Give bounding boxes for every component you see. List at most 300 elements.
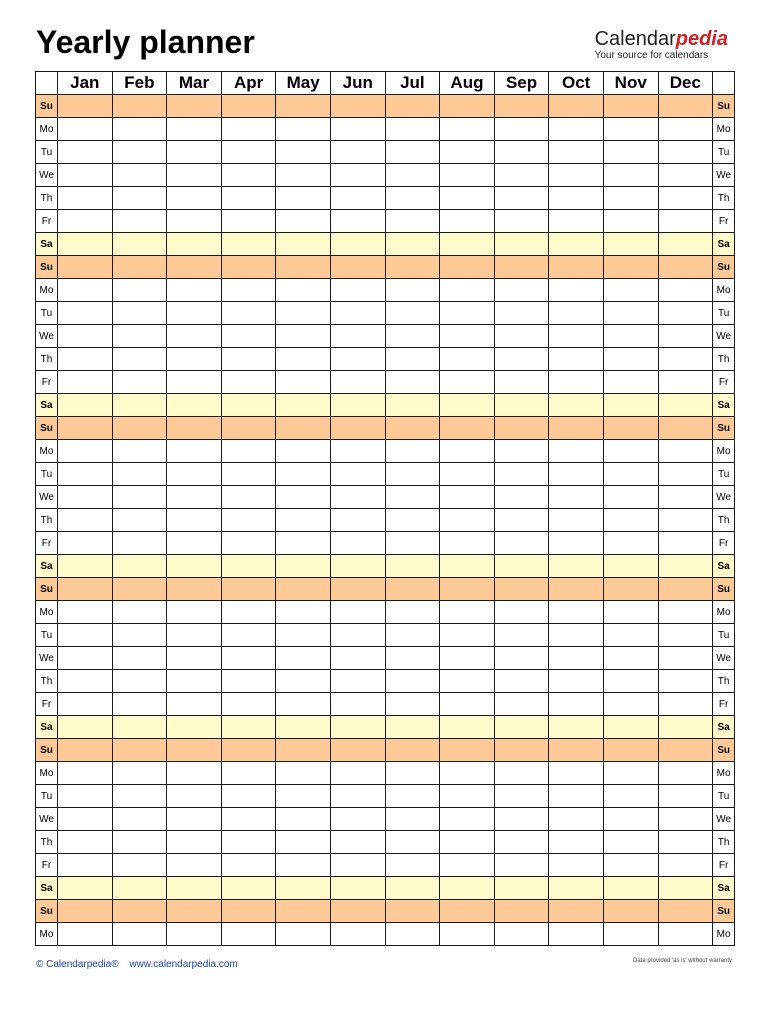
planner-cell-dec[interactable] [658,532,713,555]
planner-cell-aug[interactable] [440,624,495,647]
planner-cell-jul[interactable] [385,762,440,785]
planner-cell-jul[interactable] [385,923,440,946]
planner-cell-jul[interactable] [385,808,440,831]
planner-cell-feb[interactable] [112,877,167,900]
planner-cell-aug[interactable] [440,509,495,532]
planner-cell-aug[interactable] [440,808,495,831]
planner-cell-mar[interactable] [167,187,222,210]
planner-cell-feb[interactable] [112,578,167,601]
planner-cell-mar[interactable] [167,233,222,256]
planner-cell-mar[interactable] [167,325,222,348]
planner-cell-jun[interactable] [330,601,385,624]
planner-cell-may[interactable] [276,371,331,394]
planner-cell-may[interactable] [276,348,331,371]
planner-cell-dec[interactable] [658,187,713,210]
planner-cell-jul[interactable] [385,463,440,486]
planner-cell-mar[interactable] [167,555,222,578]
planner-cell-feb[interactable] [112,624,167,647]
planner-cell-dec[interactable] [658,325,713,348]
planner-cell-sep[interactable] [494,164,549,187]
planner-cell-dec[interactable] [658,141,713,164]
planner-cell-sep[interactable] [494,854,549,877]
planner-cell-may[interactable] [276,923,331,946]
planner-cell-jan[interactable] [58,532,113,555]
planner-cell-dec[interactable] [658,95,713,118]
planner-cell-jan[interactable] [58,325,113,348]
planner-cell-may[interactable] [276,394,331,417]
planner-cell-jul[interactable] [385,95,440,118]
planner-cell-nov[interactable] [603,394,658,417]
planner-cell-dec[interactable] [658,647,713,670]
planner-cell-dec[interactable] [658,463,713,486]
planner-cell-sep[interactable] [494,348,549,371]
planner-cell-aug[interactable] [440,256,495,279]
planner-cell-oct[interactable] [549,164,604,187]
planner-cell-jan[interactable] [58,371,113,394]
planner-cell-nov[interactable] [603,923,658,946]
planner-cell-aug[interactable] [440,164,495,187]
planner-cell-sep[interactable] [494,233,549,256]
planner-cell-jan[interactable] [58,279,113,302]
planner-cell-jan[interactable] [58,486,113,509]
planner-cell-nov[interactable] [603,785,658,808]
planner-cell-dec[interactable] [658,831,713,854]
planner-cell-jul[interactable] [385,578,440,601]
planner-cell-sep[interactable] [494,279,549,302]
planner-cell-aug[interactable] [440,555,495,578]
planner-cell-feb[interactable] [112,923,167,946]
planner-cell-mar[interactable] [167,877,222,900]
planner-cell-sep[interactable] [494,578,549,601]
planner-cell-jul[interactable] [385,210,440,233]
planner-cell-apr[interactable] [221,739,276,762]
planner-cell-jul[interactable] [385,256,440,279]
planner-cell-apr[interactable] [221,831,276,854]
planner-cell-jun[interactable] [330,509,385,532]
planner-cell-feb[interactable] [112,762,167,785]
planner-cell-jul[interactable] [385,555,440,578]
planner-cell-nov[interactable] [603,302,658,325]
planner-cell-apr[interactable] [221,118,276,141]
planner-cell-jun[interactable] [330,877,385,900]
planner-cell-feb[interactable] [112,95,167,118]
planner-cell-sep[interactable] [494,325,549,348]
planner-cell-jan[interactable] [58,440,113,463]
planner-cell-jun[interactable] [330,164,385,187]
planner-cell-aug[interactable] [440,785,495,808]
planner-cell-sep[interactable] [494,486,549,509]
planner-cell-mar[interactable] [167,302,222,325]
planner-cell-sep[interactable] [494,417,549,440]
planner-cell-feb[interactable] [112,417,167,440]
planner-cell-aug[interactable] [440,532,495,555]
planner-cell-oct[interactable] [549,532,604,555]
planner-cell-aug[interactable] [440,693,495,716]
planner-cell-nov[interactable] [603,693,658,716]
planner-cell-jun[interactable] [330,279,385,302]
planner-cell-dec[interactable] [658,555,713,578]
planner-cell-jul[interactable] [385,739,440,762]
planner-cell-jan[interactable] [58,877,113,900]
planner-cell-may[interactable] [276,670,331,693]
planner-cell-mar[interactable] [167,463,222,486]
planner-cell-mar[interactable] [167,578,222,601]
planner-cell-feb[interactable] [112,118,167,141]
planner-cell-jan[interactable] [58,95,113,118]
planner-cell-jun[interactable] [330,394,385,417]
planner-cell-jun[interactable] [330,808,385,831]
planner-cell-mar[interactable] [167,693,222,716]
planner-cell-dec[interactable] [658,762,713,785]
planner-cell-feb[interactable] [112,210,167,233]
planner-cell-may[interactable] [276,624,331,647]
planner-cell-aug[interactable] [440,670,495,693]
planner-cell-feb[interactable] [112,854,167,877]
planner-cell-jul[interactable] [385,486,440,509]
planner-cell-aug[interactable] [440,900,495,923]
planner-cell-jul[interactable] [385,532,440,555]
planner-cell-jul[interactable] [385,325,440,348]
planner-cell-feb[interactable] [112,164,167,187]
planner-cell-may[interactable] [276,164,331,187]
planner-cell-aug[interactable] [440,486,495,509]
planner-cell-mar[interactable] [167,164,222,187]
planner-cell-feb[interactable] [112,785,167,808]
planner-cell-aug[interactable] [440,279,495,302]
planner-cell-oct[interactable] [549,302,604,325]
planner-cell-mar[interactable] [167,440,222,463]
planner-cell-nov[interactable] [603,141,658,164]
planner-cell-oct[interactable] [549,716,604,739]
planner-cell-feb[interactable] [112,601,167,624]
planner-cell-sep[interactable] [494,394,549,417]
planner-cell-dec[interactable] [658,509,713,532]
planner-cell-nov[interactable] [603,900,658,923]
planner-cell-oct[interactable] [549,762,604,785]
planner-cell-feb[interactable] [112,256,167,279]
planner-cell-jun[interactable] [330,532,385,555]
planner-cell-jun[interactable] [330,371,385,394]
planner-cell-jan[interactable] [58,348,113,371]
planner-cell-may[interactable] [276,555,331,578]
planner-cell-dec[interactable] [658,670,713,693]
planner-cell-jan[interactable] [58,141,113,164]
planner-cell-oct[interactable] [549,900,604,923]
planner-cell-may[interactable] [276,739,331,762]
planner-cell-nov[interactable] [603,256,658,279]
planner-cell-aug[interactable] [440,371,495,394]
planner-cell-jul[interactable] [385,831,440,854]
planner-cell-may[interactable] [276,118,331,141]
planner-cell-jun[interactable] [330,670,385,693]
planner-cell-feb[interactable] [112,141,167,164]
planner-cell-nov[interactable] [603,95,658,118]
planner-cell-apr[interactable] [221,670,276,693]
planner-cell-feb[interactable] [112,831,167,854]
planner-cell-jul[interactable] [385,693,440,716]
planner-cell-nov[interactable] [603,739,658,762]
planner-cell-mar[interactable] [167,279,222,302]
planner-cell-dec[interactable] [658,164,713,187]
planner-cell-aug[interactable] [440,831,495,854]
planner-cell-may[interactable] [276,440,331,463]
planner-cell-jul[interactable] [385,854,440,877]
planner-cell-aug[interactable] [440,325,495,348]
planner-cell-oct[interactable] [549,187,604,210]
planner-cell-mar[interactable] [167,900,222,923]
planner-cell-jul[interactable] [385,601,440,624]
planner-cell-jan[interactable] [58,118,113,141]
planner-cell-jan[interactable] [58,647,113,670]
planner-cell-dec[interactable] [658,233,713,256]
planner-cell-aug[interactable] [440,417,495,440]
planner-cell-jan[interactable] [58,624,113,647]
planner-cell-oct[interactable] [549,923,604,946]
planner-cell-nov[interactable] [603,877,658,900]
planner-cell-may[interactable] [276,716,331,739]
planner-cell-jun[interactable] [330,95,385,118]
planner-cell-may[interactable] [276,900,331,923]
planner-cell-apr[interactable] [221,624,276,647]
planner-cell-jan[interactable] [58,256,113,279]
planner-cell-feb[interactable] [112,279,167,302]
planner-cell-jun[interactable] [330,348,385,371]
planner-cell-apr[interactable] [221,808,276,831]
planner-cell-dec[interactable] [658,808,713,831]
planner-cell-apr[interactable] [221,256,276,279]
planner-cell-dec[interactable] [658,854,713,877]
planner-cell-apr[interactable] [221,486,276,509]
planner-cell-aug[interactable] [440,578,495,601]
planner-cell-jun[interactable] [330,578,385,601]
planner-cell-jun[interactable] [330,141,385,164]
planner-cell-oct[interactable] [549,233,604,256]
planner-cell-aug[interactable] [440,923,495,946]
planner-cell-jan[interactable] [58,302,113,325]
planner-cell-mar[interactable] [167,647,222,670]
planner-cell-oct[interactable] [549,279,604,302]
planner-cell-oct[interactable] [549,509,604,532]
planner-cell-may[interactable] [276,532,331,555]
planner-cell-apr[interactable] [221,348,276,371]
planner-cell-may[interactable] [276,141,331,164]
planner-cell-jan[interactable] [58,164,113,187]
planner-cell-jul[interactable] [385,233,440,256]
planner-cell-may[interactable] [276,256,331,279]
planner-cell-jul[interactable] [385,785,440,808]
planner-cell-sep[interactable] [494,785,549,808]
planner-cell-feb[interactable] [112,371,167,394]
planner-cell-feb[interactable] [112,739,167,762]
planner-cell-oct[interactable] [549,348,604,371]
planner-cell-may[interactable] [276,785,331,808]
planner-cell-sep[interactable] [494,808,549,831]
planner-cell-oct[interactable] [549,739,604,762]
planner-cell-nov[interactable] [603,463,658,486]
planner-cell-jun[interactable] [330,762,385,785]
planner-cell-feb[interactable] [112,348,167,371]
planner-cell-jan[interactable] [58,394,113,417]
planner-cell-oct[interactable] [549,141,604,164]
planner-cell-oct[interactable] [549,831,604,854]
planner-cell-may[interactable] [276,279,331,302]
planner-cell-oct[interactable] [549,417,604,440]
planner-cell-may[interactable] [276,509,331,532]
planner-cell-nov[interactable] [603,348,658,371]
planner-cell-oct[interactable] [549,578,604,601]
planner-cell-mar[interactable] [167,394,222,417]
planner-cell-sep[interactable] [494,900,549,923]
planner-cell-jun[interactable] [330,923,385,946]
planner-cell-mar[interactable] [167,601,222,624]
planner-cell-dec[interactable] [658,440,713,463]
planner-cell-oct[interactable] [549,693,604,716]
planner-cell-feb[interactable] [112,509,167,532]
planner-cell-nov[interactable] [603,532,658,555]
planner-cell-mar[interactable] [167,509,222,532]
planner-cell-oct[interactable] [549,118,604,141]
planner-cell-feb[interactable] [112,302,167,325]
planner-cell-aug[interactable] [440,233,495,256]
planner-cell-mar[interactable] [167,716,222,739]
planner-cell-nov[interactable] [603,440,658,463]
planner-cell-may[interactable] [276,647,331,670]
planner-cell-nov[interactable] [603,716,658,739]
planner-cell-apr[interactable] [221,417,276,440]
planner-cell-apr[interactable] [221,463,276,486]
planner-cell-jan[interactable] [58,670,113,693]
planner-cell-jun[interactable] [330,555,385,578]
planner-cell-aug[interactable] [440,187,495,210]
planner-cell-mar[interactable] [167,210,222,233]
planner-cell-apr[interactable] [221,141,276,164]
planner-cell-aug[interactable] [440,877,495,900]
planner-cell-dec[interactable] [658,417,713,440]
planner-cell-may[interactable] [276,877,331,900]
planner-cell-nov[interactable] [603,854,658,877]
planner-cell-feb[interactable] [112,394,167,417]
planner-cell-apr[interactable] [221,923,276,946]
planner-cell-aug[interactable] [440,440,495,463]
planner-cell-feb[interactable] [112,440,167,463]
planner-cell-jul[interactable] [385,141,440,164]
planner-cell-sep[interactable] [494,440,549,463]
planner-cell-apr[interactable] [221,164,276,187]
planner-cell-mar[interactable] [167,95,222,118]
planner-cell-sep[interactable] [494,118,549,141]
planner-cell-may[interactable] [276,831,331,854]
planner-cell-dec[interactable] [658,279,713,302]
planner-cell-mar[interactable] [167,739,222,762]
planner-cell-oct[interactable] [549,440,604,463]
planner-cell-oct[interactable] [549,256,604,279]
planner-cell-feb[interactable] [112,463,167,486]
planner-cell-sep[interactable] [494,95,549,118]
planner-cell-apr[interactable] [221,233,276,256]
planner-cell-feb[interactable] [112,233,167,256]
planner-cell-sep[interactable] [494,141,549,164]
planner-cell-dec[interactable] [658,601,713,624]
planner-cell-dec[interactable] [658,716,713,739]
planner-cell-nov[interactable] [603,187,658,210]
planner-cell-feb[interactable] [112,693,167,716]
planner-cell-nov[interactable] [603,325,658,348]
planner-cell-nov[interactable] [603,808,658,831]
planner-cell-sep[interactable] [494,923,549,946]
planner-cell-apr[interactable] [221,325,276,348]
planner-cell-mar[interactable] [167,854,222,877]
planner-cell-jun[interactable] [330,118,385,141]
footer-website-link[interactable]: www.calendarpedia.com [129,959,238,970]
planner-cell-jun[interactable] [330,739,385,762]
planner-cell-may[interactable] [276,325,331,348]
planner-cell-jun[interactable] [330,417,385,440]
planner-cell-oct[interactable] [549,601,604,624]
planner-cell-sep[interactable] [494,371,549,394]
planner-cell-apr[interactable] [221,509,276,532]
planner-cell-may[interactable] [276,762,331,785]
planner-cell-aug[interactable] [440,302,495,325]
planner-cell-dec[interactable] [658,348,713,371]
planner-cell-jan[interactable] [58,923,113,946]
planner-cell-apr[interactable] [221,210,276,233]
planner-cell-jan[interactable] [58,578,113,601]
planner-cell-dec[interactable] [658,578,713,601]
planner-cell-aug[interactable] [440,739,495,762]
planner-cell-sep[interactable] [494,302,549,325]
planner-cell-jul[interactable] [385,302,440,325]
planner-cell-jul[interactable] [385,716,440,739]
planner-cell-jul[interactable] [385,279,440,302]
planner-cell-jan[interactable] [58,210,113,233]
planner-cell-nov[interactable] [603,578,658,601]
planner-cell-nov[interactable] [603,210,658,233]
planner-cell-oct[interactable] [549,647,604,670]
planner-cell-jan[interactable] [58,601,113,624]
planner-cell-may[interactable] [276,463,331,486]
planner-cell-jan[interactable] [58,762,113,785]
planner-cell-oct[interactable] [549,463,604,486]
planner-cell-jul[interactable] [385,394,440,417]
planner-cell-nov[interactable] [603,762,658,785]
planner-cell-jul[interactable] [385,164,440,187]
planner-cell-jun[interactable] [330,233,385,256]
planner-cell-may[interactable] [276,233,331,256]
planner-cell-jan[interactable] [58,854,113,877]
planner-cell-oct[interactable] [549,371,604,394]
planner-cell-oct[interactable] [549,555,604,578]
planner-cell-nov[interactable] [603,624,658,647]
planner-cell-jun[interactable] [330,831,385,854]
planner-cell-jul[interactable] [385,371,440,394]
planner-cell-oct[interactable] [549,210,604,233]
planner-cell-jun[interactable] [330,302,385,325]
planner-cell-jan[interactable] [58,417,113,440]
planner-cell-apr[interactable] [221,900,276,923]
planner-cell-apr[interactable] [221,854,276,877]
planner-cell-jun[interactable] [330,325,385,348]
planner-cell-apr[interactable] [221,693,276,716]
planner-cell-sep[interactable] [494,739,549,762]
planner-cell-jun[interactable] [330,486,385,509]
planner-cell-sep[interactable] [494,670,549,693]
planner-cell-apr[interactable] [221,716,276,739]
planner-cell-mar[interactable] [167,785,222,808]
planner-cell-mar[interactable] [167,486,222,509]
planner-cell-apr[interactable] [221,877,276,900]
planner-cell-sep[interactable] [494,256,549,279]
planner-cell-jun[interactable] [330,187,385,210]
